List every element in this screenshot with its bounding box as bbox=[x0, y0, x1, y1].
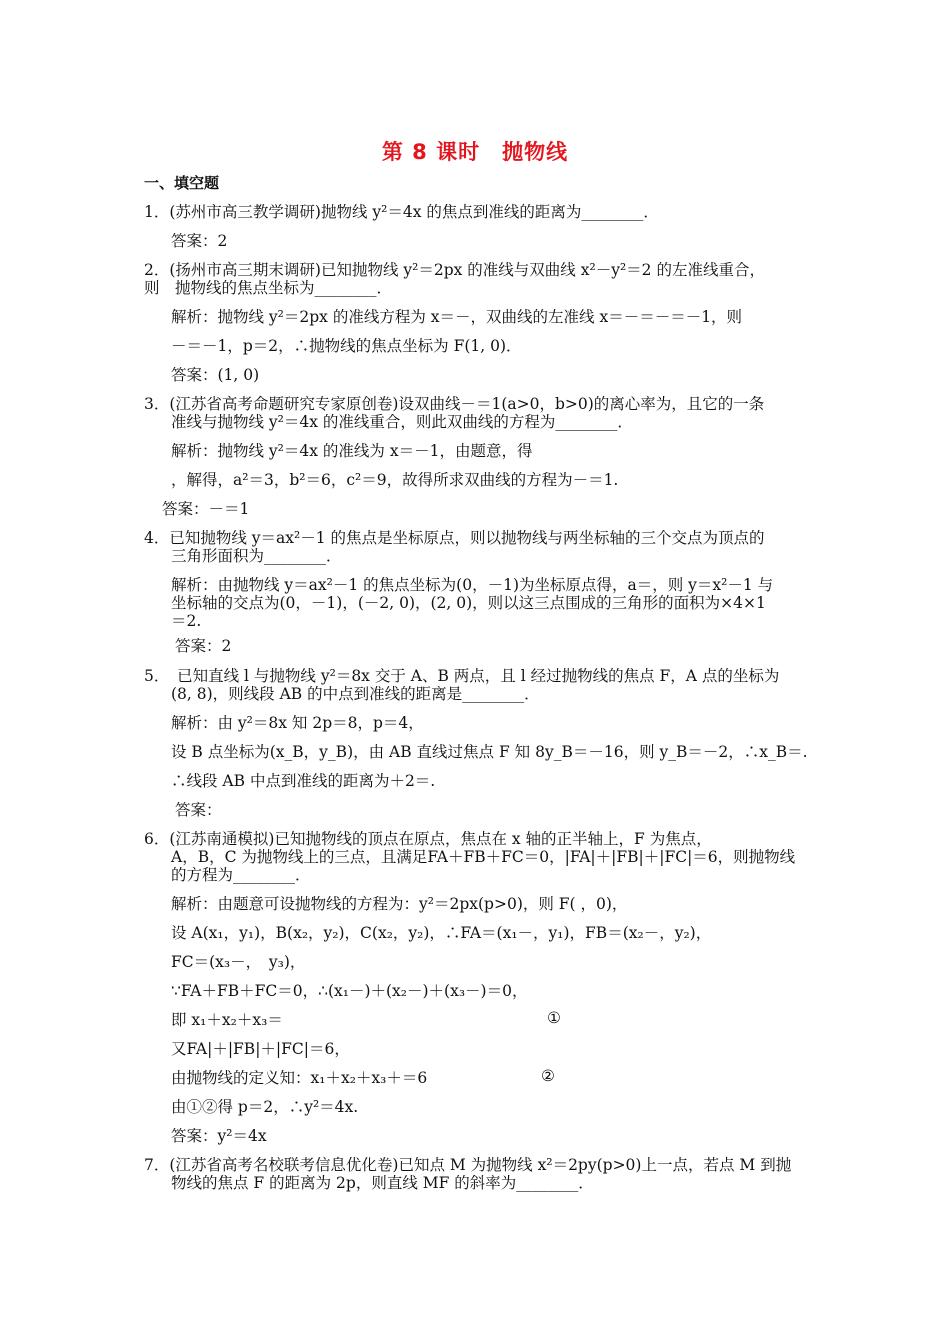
q3-question-line1: 3．(江苏省高考命题研究专家原创卷)设双曲线－＝1(a>0，b>0)的离心率为，且它的一条 bbox=[144, 395, 765, 413]
q5-question-line2: (8, 8)，则线段 AB 的中点到准线的距离是________． bbox=[171, 685, 540, 703]
q2-solution-line1: 解析：抛物线 y²＝2px 的准线方程为 x＝－，双曲线的左准线 x＝－＝－＝－1，则 bbox=[171, 308, 743, 326]
q7-question-line2: 物线的焦点 F 的距离为 2p，则直线 MF 的斜率为________． bbox=[171, 1174, 594, 1192]
equation-marker-1: ① bbox=[547, 1009, 561, 1027]
q5-answer: 答案： bbox=[175, 801, 222, 819]
q6-question-line3: 的方程为________． bbox=[171, 866, 311, 884]
q4-answer: 答案：2 bbox=[175, 637, 232, 655]
q4-solution-line3: ＝2. bbox=[171, 612, 202, 630]
q6-solution-line1: 解析：由题意可设抛物线的方程为：y²＝2px(p>0)，则 F( ，0)， bbox=[171, 895, 628, 913]
q6-solution-line3: FC＝(x₃－， y₃)， bbox=[171, 953, 306, 971]
q2-question-line2: 则 抛物线的焦点坐标为________． bbox=[144, 279, 393, 297]
q5-solution-line3: ∴线段 AB 中点到准线的距离为＋2＝. bbox=[171, 772, 436, 790]
page-title: 第 8 课时 抛物线 bbox=[381, 140, 569, 164]
q4-solution-line1: 解析：由抛物线 y＝ax²－1 的焦点坐标为(0，－1)为坐标原点得，a＝，则 y＝x²－1 与 bbox=[171, 576, 774, 594]
q6-answer: 答案：y²＝4x bbox=[171, 1127, 267, 1145]
q5-solution-line1: 解析：由 y²＝8x 知 2p＝8，p＝4， bbox=[171, 714, 424, 732]
q4-solution-line2: 坐标轴的交点为(0，－1)，(－2, 0)，(2, 0)，则以这三点围成的三角形的面积为×4×1 bbox=[171, 594, 766, 612]
q6-solution-line8: 由①②得 p＝2，∴y²＝4x. bbox=[171, 1098, 359, 1116]
q6-solution-line7: 由抛物线的定义知：x₁＋x₂＋x₃＋＝6 bbox=[171, 1069, 428, 1087]
q2-answer: 答案：(1, 0) bbox=[171, 366, 260, 384]
q6-question-line2: A，B，C 为抛物线上的三点，且满足FA＋FB＋FC＝0，|FA|＋|FB|＋|FC|＝6，则抛物线 bbox=[171, 848, 796, 866]
q5-question-line1: 5． 已知直线 l 与抛物线 y²＝8x 交于 A、B 两点，且 l 经过抛物线的焦点 F，A 点的坐标为 bbox=[144, 667, 780, 685]
q1-question: 1．(苏州市高三教学调研)抛物线 y²＝4x 的焦点到准线的距离为________． bbox=[144, 203, 659, 221]
q6-solution-line5: 即 x₁＋x₂＋x₃＝ bbox=[171, 1011, 283, 1029]
q4-question-line1: 4．已知抛物线 y＝ax²－1 的焦点是坐标原点，则以抛物线与两坐标轴的三个交点为顶点的 bbox=[144, 529, 765, 547]
q2-question-line1: 2．(扬州市高三期末调研)已知抛物线 y²＝2px 的准线与双曲线 x²－y²＝2 的左准线重合， bbox=[144, 261, 765, 279]
q6-solution-line6: 又FA|＋|FB|＋|FC|＝6， bbox=[171, 1040, 350, 1058]
q7-question-line1: 7．(江苏省高考名校联考信息优化卷)已知点 M 为抛物线 x²＝2py(p>0)上一点，若点 M 到抛 bbox=[144, 1156, 792, 1174]
q1-answer: 答案：2 bbox=[171, 232, 228, 250]
q5-solution-line2: 设 B 点坐标为(x_B，y_B)，由 AB 直线过焦点 F 知 8y_B＝－16，则 y_B＝－2，∴x_B＝. bbox=[171, 743, 808, 761]
q4-question-line2: 三角形面积为________． bbox=[171, 547, 342, 565]
section-heading: 一、填空题 bbox=[144, 174, 220, 192]
q6-solution-line4: ∵FA＋FB＋FC＝0，∴(x₁－)＋(x₂－)＋(x₃－)＝0， bbox=[171, 982, 528, 1000]
q6-solution-line2: 设 A(x₁，y₁)，B(x₂，y₂)，C(x₂，y₂)，∴FA＝(x₁－，y₁)，FB＝(x₂－，y₂)， bbox=[171, 924, 712, 942]
q6-question-line1: 6．(江苏南通模拟)已知抛物线的顶点在原点，焦点在 x 轴的正半轴上，F 为焦点， bbox=[144, 830, 712, 848]
q3-solution-line1: 解析：抛物线 y²＝4x 的准线为 x＝－1，由题意，得 bbox=[171, 442, 533, 460]
q3-answer: 答案：－＝1 bbox=[162, 500, 250, 518]
q2-solution-line2: －＝－1，p＝2，∴抛物线的焦点坐标为 F(1, 0)． bbox=[171, 337, 522, 355]
q3-question-line2: 准线与抛物线 y²＝4x 的准线重合，则此双曲线的方程为________． bbox=[171, 413, 633, 431]
q3-solution-line2: ，解得，a²＝3，b²＝6，c²＝9，故得所求双曲线的方程为－＝1. bbox=[171, 471, 619, 489]
equation-marker-2: ② bbox=[541, 1067, 555, 1085]
